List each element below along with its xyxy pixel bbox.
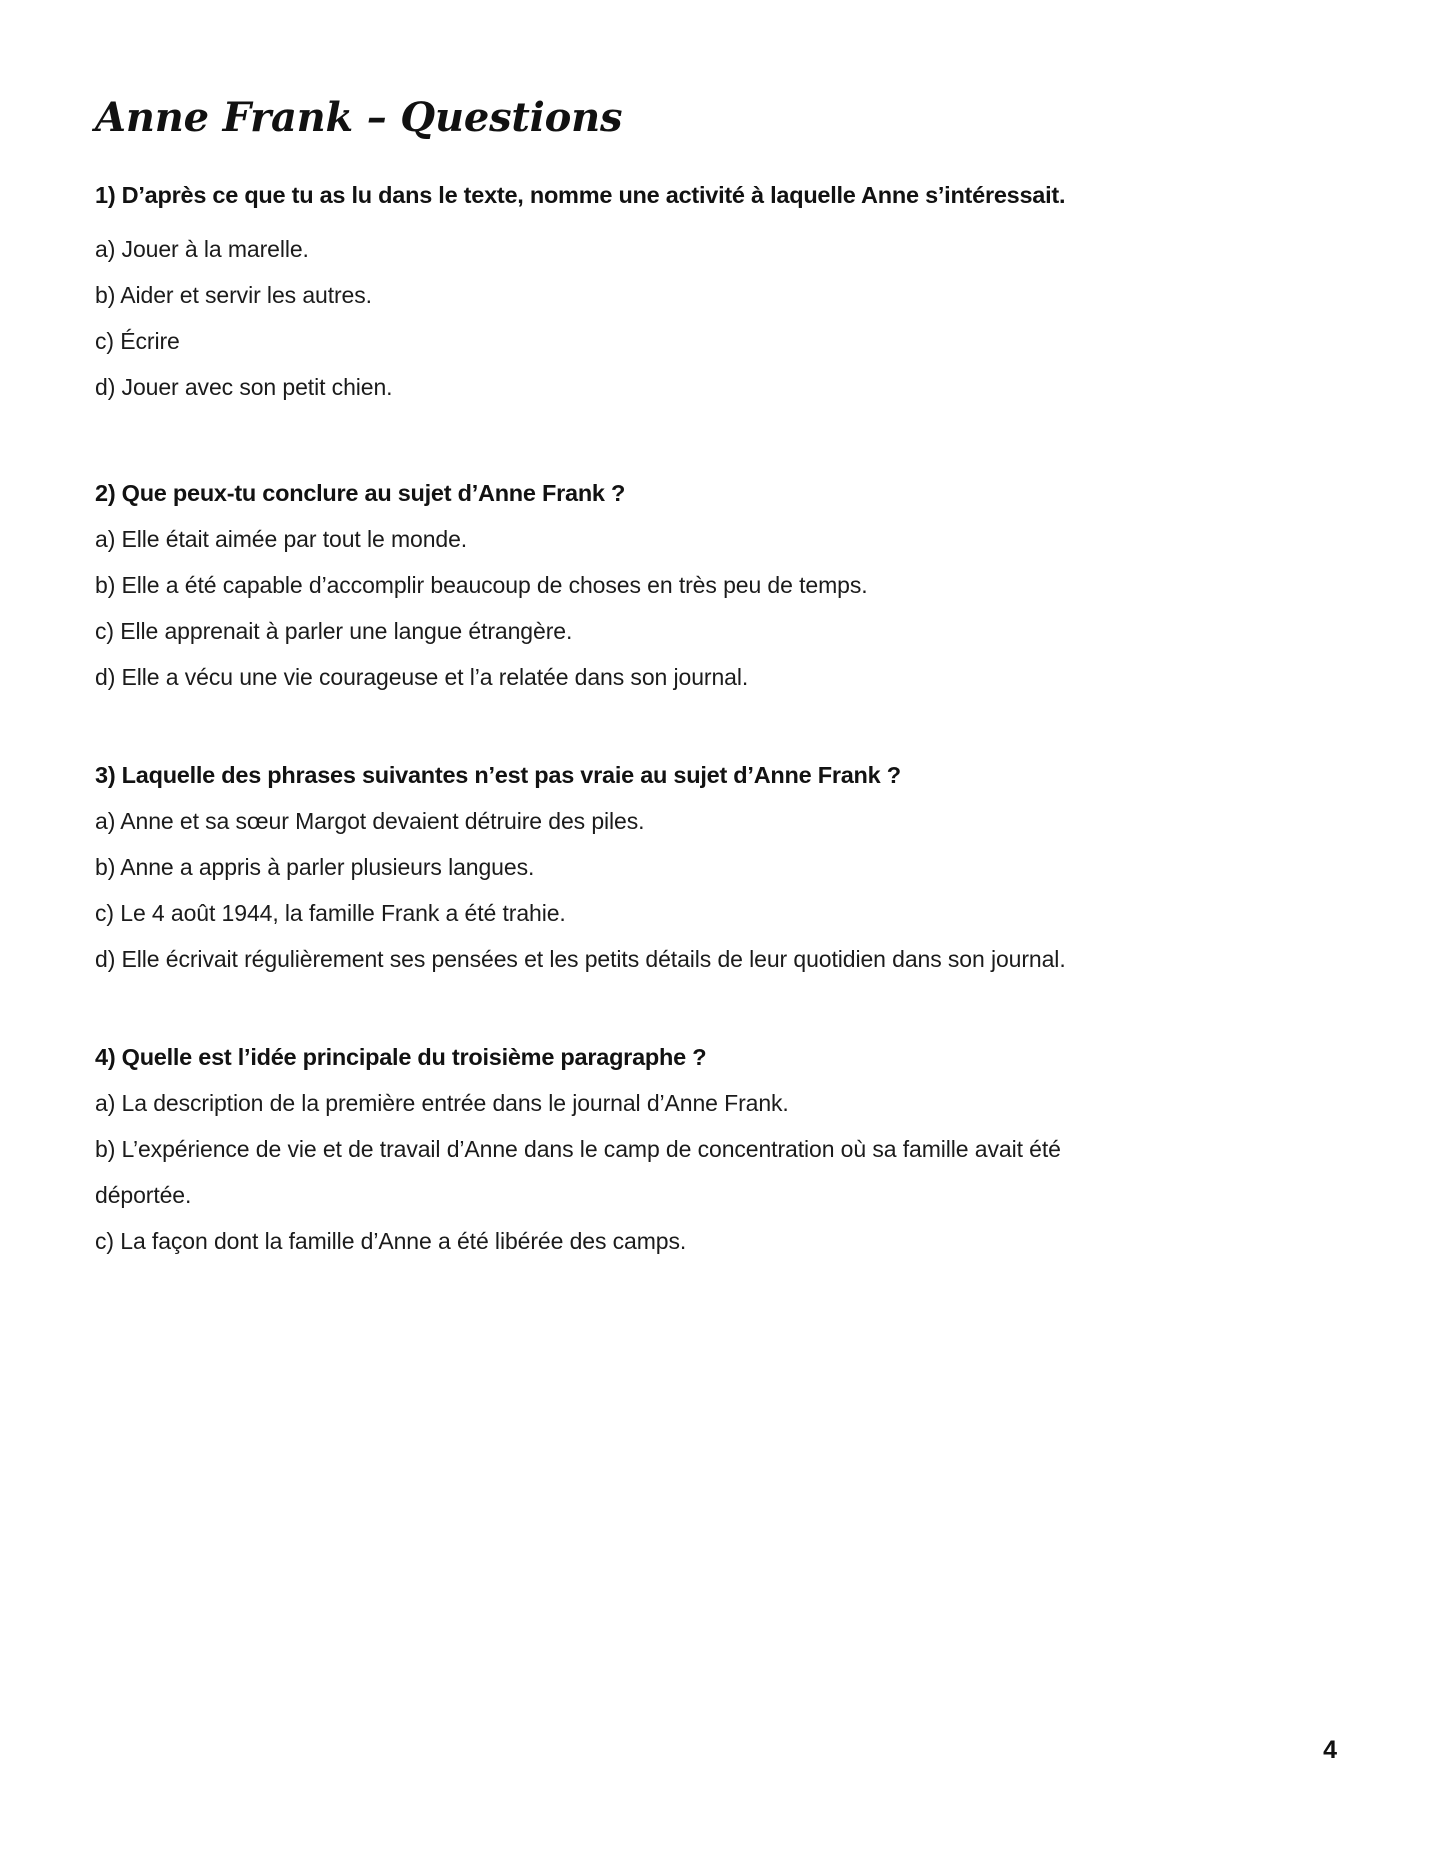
question-2-option-d[interactable]: d) Elle a vécu une vie courageuse et l’a relatée dans son journal. [95, 664, 749, 690]
question-1-option-d[interactable]: d) Jouer avec son petit chien. [95, 374, 393, 400]
question-2-option-b[interactable]: b) Elle a été capable d’accomplir beaucoup de choses en très peu de temps. [95, 572, 868, 598]
question-3-option-a[interactable]: a) Anne et sa sœur Margot devaient détruire des piles. [95, 808, 645, 834]
question-prompt-1: 1) D’après ce que tu as lu dans le texte, nomme une activité à laquelle Anne s’intéressait. [95, 182, 1066, 208]
question-3-option-b[interactable]: b) Anne a appris à parler plusieurs langues. [95, 854, 535, 880]
question-block-2 [95, 470, 1150, 700]
page-number: 4 [1323, 1736, 1337, 1764]
question-prompt-2: 2) Que peux-tu conclure au sujet d’Anne Frank ? [95, 480, 626, 506]
question-2-option-a[interactable]: a) Elle était aimée par tout le monde. [95, 526, 468, 552]
question-prompt-4: 4) Quelle est l’idée principale du troisième paragraphe ? [95, 1044, 707, 1070]
question-4-option-c[interactable]: c) La façon dont la famille d’Anne a été libérée des camps. [95, 1228, 687, 1254]
question-block-1 [95, 172, 1150, 410]
question-3-option-d[interactable]: d) Elle écrivait régulièrement ses pensées et les petits détails de leur quotidien dans son journal. [95, 946, 1066, 972]
question-1-option-b[interactable]: b) Aider et servir les autres. [95, 282, 372, 308]
question-2-option-c[interactable]: c) Elle apprenait à parler une langue étrangère. [95, 618, 573, 644]
question-1-option-c[interactable]: c) Écrire [95, 328, 180, 354]
question-4-option-b[interactable]: b) L’expérience de vie et de travail d’Anne dans le camp de concentration où sa famille avait été déportée. [95, 1136, 1061, 1208]
page-title: Anne Frank – Questions [95, 94, 623, 141]
page-content [95, 92, 1150, 1264]
question-block-4 [95, 1034, 1150, 1264]
question-4-option-a[interactable]: a) La description de la première entrée dans le journal d’Anne Frank. [95, 1090, 789, 1116]
question-1-option-a[interactable]: a) Jouer à la marelle. [95, 236, 309, 262]
question-3-option-c[interactable]: c) Le 4 août 1944, la famille Frank a été trahie. [95, 900, 566, 926]
question-prompt-3: 3) Laquelle des phrases suivantes n’est pas vraie au sujet d’Anne Frank ? [95, 762, 901, 788]
question-block-3 [95, 752, 1150, 982]
